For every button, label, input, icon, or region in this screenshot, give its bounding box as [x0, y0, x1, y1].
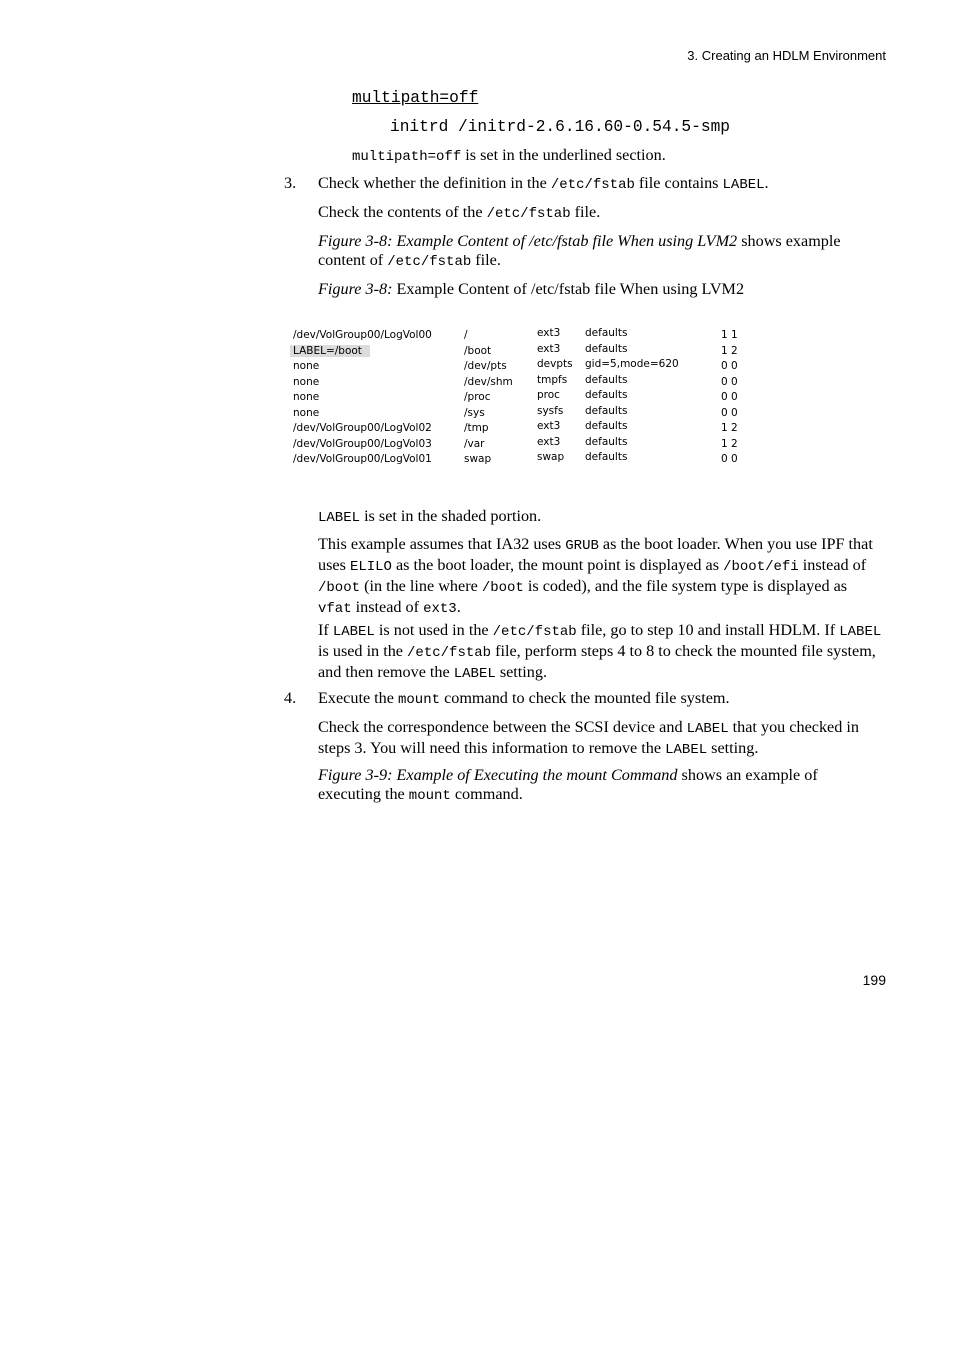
- inline-code: LABEL: [453, 666, 496, 682]
- multipath-note: [352, 146, 666, 167]
- fstab-fs-type: proc: [537, 389, 560, 401]
- fstab-dump-pass: 1 1: [721, 329, 738, 341]
- text: that you checked in steps 3. You will need this information to remove the: [318, 718, 859, 757]
- inline-code: /boot: [481, 580, 524, 596]
- fstab-fs-type: tmpfs: [537, 373, 568, 386]
- text: instead of: [798, 556, 867, 574]
- fstab-row: [289, 360, 749, 375]
- fstab-mount-point: /var: [464, 437, 485, 450]
- if-label-paragraph: [318, 621, 884, 684]
- fstab-dump-pass: 0 0: [721, 360, 738, 372]
- fstab-device: none: [293, 406, 320, 419]
- text: Check the contents of the: [318, 203, 487, 221]
- inline-code: /etc/fstab: [492, 624, 577, 640]
- text: is used in the: [318, 642, 408, 660]
- fstab-fs-type: ext3: [537, 327, 561, 339]
- fstab-mount-point: /boot: [464, 344, 492, 357]
- fstab-device: /dev/VolGroup00/LogVol00: [293, 329, 432, 341]
- text: shows an example of executing the: [318, 766, 818, 803]
- inline-code: multipath=off: [352, 149, 462, 165]
- ia32-paragraph: [318, 535, 884, 619]
- fstab-device: none: [293, 360, 320, 372]
- figure-reference-paragraph: [318, 232, 884, 272]
- fstab-dump-pass: 1 2: [721, 422, 738, 434]
- text: This example assumes that IA32 uses: [318, 535, 566, 553]
- fstab-row: [289, 422, 749, 437]
- fstab-mount-point: /proc: [464, 391, 491, 403]
- fstab-row: [289, 329, 749, 344]
- text: is set in the shaded portion.: [360, 507, 542, 525]
- step3-instruction: [318, 174, 884, 195]
- fstab-device: /dev/VolGroup00/LogVol01: [293, 453, 432, 465]
- fstab-figure: [289, 326, 749, 468]
- fstab-device: none: [293, 391, 320, 403]
- text: file contains: [634, 174, 723, 192]
- fstab-dump-pass: 0 0: [721, 375, 738, 388]
- inline-code: /etc/fstab: [407, 645, 492, 661]
- inline-code: LABEL: [722, 177, 765, 193]
- text: file, go to step 10 and install HDLM. If: [576, 621, 840, 639]
- inline-code: LABEL: [665, 742, 708, 758]
- text: Check the correspondence between the SCSI device and: [318, 718, 687, 736]
- inline-code: ELILO: [349, 559, 392, 575]
- inline-code: mount: [398, 692, 441, 708]
- text: file.: [570, 203, 601, 221]
- code-line-multipath: multipath=off: [352, 89, 479, 107]
- fstab-options: defaults: [585, 327, 628, 339]
- fstab-fs-type: sysfs: [537, 404, 564, 417]
- fstab-row: [289, 435, 749, 453]
- fstab-dump-pass: 0 0: [721, 453, 738, 465]
- fstab-row: [289, 453, 749, 468]
- fstab-fs-type: devpts: [537, 358, 573, 370]
- fstab-options: defaults: [585, 451, 628, 463]
- text: setting.: [495, 663, 548, 681]
- inline-code: LABEL: [839, 624, 882, 640]
- text: Check whether the definition in the: [318, 174, 551, 192]
- fstab-fs-type: ext3: [537, 420, 561, 432]
- text: .: [764, 174, 769, 192]
- text: setting.: [707, 739, 759, 757]
- inline-code: /etc/fstab: [387, 254, 472, 270]
- fstab-mount-point: /tmp: [464, 422, 489, 434]
- text: file.: [471, 251, 501, 269]
- fstab-device: /dev/VolGroup00/LogVol03: [293, 437, 432, 450]
- fstab-options: gid=5,mode=620: [585, 358, 679, 370]
- fstab-options: defaults: [585, 435, 628, 448]
- figure-number: Figure 3-8:: [318, 280, 393, 298]
- text: as the boot loader, the mount point is displayed as: [391, 556, 724, 574]
- fstab-device: LABEL=/boot: [290, 345, 370, 357]
- inline-code: vfat: [318, 601, 352, 617]
- fstab-options: defaults: [585, 420, 628, 432]
- fstab-mount-point: swap: [464, 453, 492, 465]
- fstab-fs-type: ext3: [537, 342, 561, 355]
- fstab-mount-point: /dev/shm: [464, 375, 513, 388]
- fstab-fs-type: ext3: [537, 435, 561, 448]
- fstab-row: [289, 342, 749, 360]
- fstab-options: defaults: [585, 389, 628, 401]
- label-shaded-note: [318, 507, 884, 528]
- fstab-row: [289, 373, 749, 391]
- fstab-dump-pass: 0 0: [721, 406, 738, 419]
- text: file, perform steps 4 to 8 to check the mounted file system, and then remove the: [318, 642, 876, 681]
- fstab-mount-point: /sys: [464, 406, 485, 419]
- inline-code: /boot/efi: [723, 559, 799, 575]
- figure-link: Figure 3-8: Example Content of /etc/fstab file When using LVM2: [318, 232, 738, 250]
- page-number: 199: [862, 972, 886, 988]
- code-line-initrd: initrd /initrd-2.6.16.60-0.54.5-smp: [390, 118, 730, 136]
- step-number-3: 3.: [284, 174, 297, 192]
- text: Execute the: [318, 689, 398, 707]
- fstab-fs-type: swap: [537, 451, 565, 463]
- fstab-device: /dev/VolGroup00/LogVol02: [293, 422, 432, 434]
- figure-title: Example Content of /etc/fstab file When using LVM2: [392, 280, 745, 298]
- step-number-4: 4.: [284, 689, 297, 707]
- fstab-dump-pass: 0 0: [721, 391, 738, 403]
- fstab-options: defaults: [585, 373, 628, 386]
- running-header: 3. Creating an HDLM Environment: [687, 48, 886, 63]
- figure-caption: [318, 280, 884, 299]
- figure-link: Figure 3-9: Example of Executing the mount Command: [318, 766, 678, 784]
- inline-code: GRUB: [565, 538, 599, 554]
- fstab-mount-point: /dev/pts: [464, 360, 507, 372]
- text: (in the line where: [360, 577, 482, 595]
- fstab-options: defaults: [585, 404, 628, 417]
- fstab-dump-pass: 1 2: [721, 344, 738, 357]
- inline-code: /etc/fstab: [550, 177, 635, 193]
- text: command.: [450, 785, 523, 803]
- inline-code: LABEL: [686, 721, 729, 737]
- inline-code: /etc/fstab: [486, 206, 571, 222]
- inline-code: ext3: [423, 601, 457, 617]
- inline-code: mount: [408, 788, 451, 804]
- text: If: [318, 621, 333, 639]
- inline-code: LABEL: [318, 510, 361, 526]
- text: is set in the underlined section.: [461, 146, 666, 164]
- text: .: [456, 598, 461, 616]
- figure-3-9-reference: [318, 766, 884, 806]
- text: instead of: [351, 598, 424, 616]
- inline-code: LABEL: [332, 624, 375, 640]
- fstab-options: defaults: [585, 342, 628, 355]
- text: is not used in the: [374, 621, 493, 639]
- fstab-mount-point: /: [464, 329, 468, 341]
- check-contents-paragraph: [318, 203, 884, 224]
- inline-code: /boot: [318, 580, 361, 596]
- text: shows example content of: [318, 232, 841, 269]
- fstab-row: [289, 404, 749, 422]
- fstab-row: [289, 391, 749, 406]
- step4-instruction: [318, 689, 884, 710]
- text: command to check the mounted file system.: [440, 689, 730, 707]
- fstab-device: none: [293, 375, 320, 388]
- text: as the boot loader. When you use IPF that uses: [318, 535, 873, 574]
- correspondence-paragraph: [318, 718, 884, 760]
- text: is coded), and the file system type is displayed as: [523, 577, 848, 595]
- fstab-dump-pass: 1 2: [721, 437, 738, 450]
